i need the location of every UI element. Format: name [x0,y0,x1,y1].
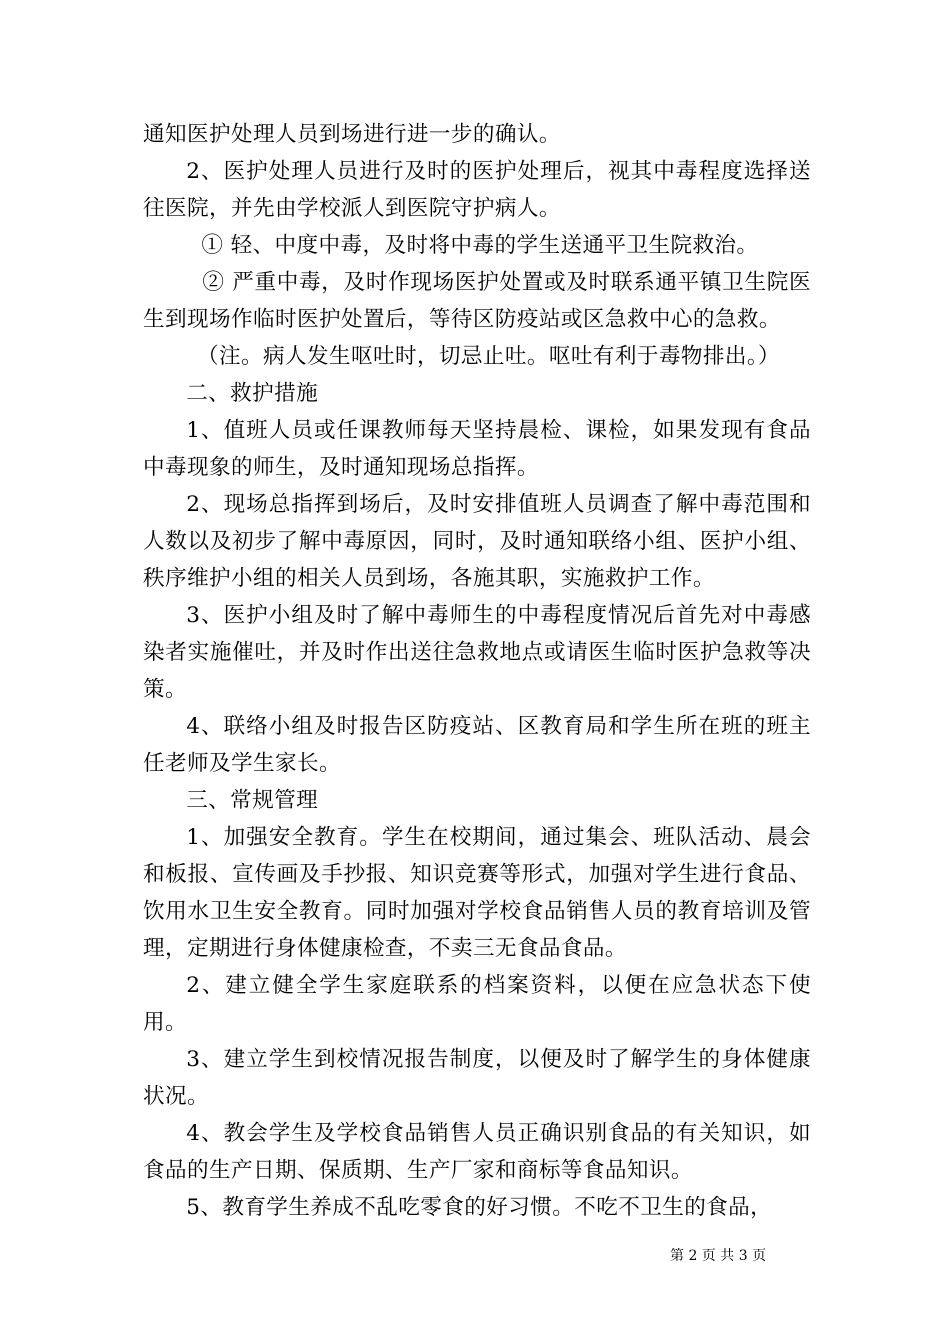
paragraph: 2、建立健全学生家庭联系的档案资料，以便在应急状态下使用。 [143,973,811,1035]
paragraph: ② 严重中毒，及时作现场医护处置或及时联系通平镇卫生院医生到现场作临时医护处置后，等待区防疫站或区急救中心的急救。 [143,270,811,332]
paragraph: 4、教会学生及学校食品销售人员正确识别食品的有关知识，如食品的生产日期、保质期、生产厂家和商标等食品知识。 [143,1121,811,1183]
paragraph: ① 轻、中度中毒，及时将中毒的学生送通平卫生院救治。 [201,233,759,258]
paragraph: （注。病人发生呕吐时，切忌止吐。呕吐有利于毒物排出。） [197,344,781,369]
document-body [143,116,811,1226]
paragraph: 3、建立学生到校情况报告制度，以便及时了解学生的身体健康状况。 [143,1047,811,1109]
paragraph: 1、值班人员或任课教师每天坚持晨检、课检，如果发现有食品中毒现象的师生，及时通知现场总指挥。 [143,418,811,480]
paragraph: 2、现场总指挥到场后，及时安排值班人员调查了解中毒范围和人数以及初步了解中毒原因，同时，及时通知联络小组、医护小组、秩序维护小组的相关人员到场，各施其职，实施救护工作。 [143,492,811,591]
paragraph: 4、联络小组及时报告区防疫站、区教育局和学生所在班的班主任老师及学生家长。 [143,714,811,776]
paragraph: 通知医护处理人员到场进行进一步的确认。 [143,122,561,147]
paragraph: 3、医护小组及时了解中毒师生的中毒程度情况后首先对中毒感染者实施催吐，并及时作出送往急救地点或请医生临时医护急救等决策。 [143,603,811,702]
page-number-footer: 第 2 页 共 3 页 [670,1248,767,1264]
paragraph: 1、加强安全教育。学生在校期间，通过集会、班队活动、晨会和板报、宣传画及手抄报、知识竞赛等形式，加强对学生进行食品、饮用水卫生安全教育。同时加强对学校食品销售人员的教育培训及管理，定期进行身体健康检查，不卖三无食品食品。 [143,825,811,961]
paragraph: 5、教育学生养成不乱吃零食的好习惯。不吃不卫生的食品， [186,1195,773,1220]
section-heading: 二、救护措施 [186,381,319,406]
paragraph: 2、医护处理人员进行及时的医护处理后，视其中毒程度选择送往医院，并先由学校派人到医院守护病人。 [143,159,811,221]
section-heading: 三、常规管理 [186,788,319,813]
